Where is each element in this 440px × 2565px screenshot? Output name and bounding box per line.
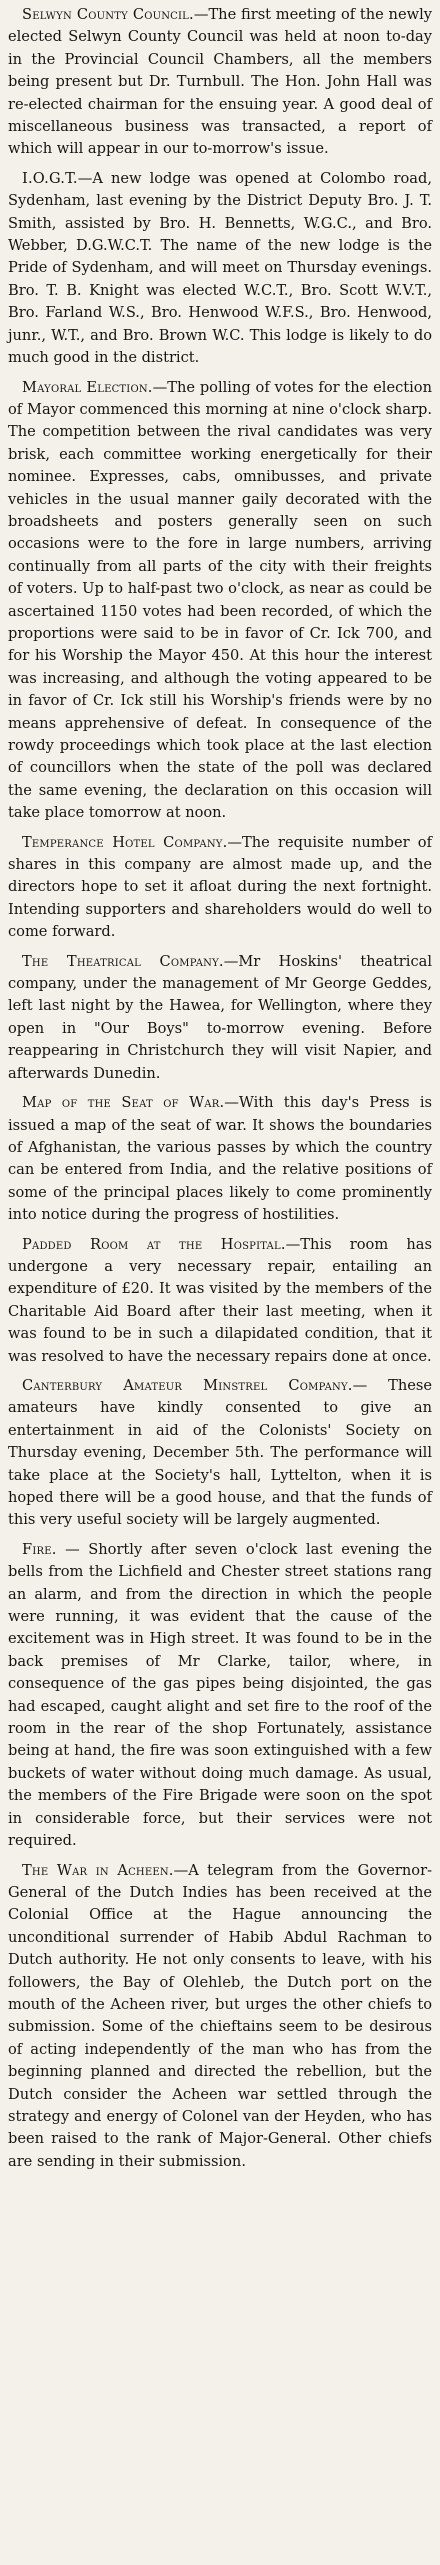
- article-title: Mayoral Election.: [22, 378, 153, 396]
- article-title: Canterbury Amateur Minstrel Company.: [22, 1376, 353, 1394]
- article-selwyn-county-council: [8, 4, 432, 161]
- article-fire: [8, 1539, 432, 1853]
- article-body: — These amateurs have kindly consented to give an entertainment in aid of the Colonists' Society on Thursday evening, December 5th. The performance will take place at the Society's hall, Lyttelton, when it is hoped there will be a good house, and that the funds of this very useful society will be largely augmented.: [8, 1376, 432, 1529]
- article-iogt: [8, 168, 432, 370]
- article-title: Fire.: [22, 1540, 57, 1558]
- article-body: —With this day's Press is issued a map of the seat of war. It shows the boundaries of Afghanistan, the various passes by which the country can be entered from India, and the relative positions of some of the principal places likely to come prominently into notice during the progress of hostilities.: [8, 1094, 432, 1224]
- article-title: The Theatrical Company.: [22, 952, 224, 970]
- article-body: —A telegram from the Governor-General of the Dutch Indies has been received at the Colonial Office at the Hague announcing the unconditional surrender of Habib Abdul Rachman to Dutch authority. He not only consents to leave, with his followers, the Bay of Olehleb, the Dutch port on the mouth of the Acheen river, but urges the other chiefs to submission. Some of the chieftains seem to be desirous of acting independently of the man who has from the beginning planned and directed the rebellion, but the Dutch consider the Acheen war settled through the strategy and energy of Colonel van der Heyden, who has been raised to the rank of Major-General. Other chiefs are sending in their submission.: [8, 1861, 432, 2170]
- article-padded-room: [8, 1234, 432, 1368]
- article-body: —A new lodge was opened at Colombo road, Sydenham, last evening by the District Deputy Bro. J. T. Smith, assisted by Bro. H. Bennetts, W.G.C., and Bro. Webber, D.G.W.C.T. The name of the new lodge is the Pride of Sydenham, and will meet on Thursday evenings. Bro. T. B. Knight was elected W.C.T., Bro. Scott W.V.T., Bro. Farland W.S., Bro. Henwood W.F.S., Bro. Henwood, junr., W.T., and Bro. Brown W.C. This lodge is likely to do much good in the district.: [8, 169, 432, 367]
- article-body: —Mr Hoskins' theatrical company, under the management of Mr George Geddes, left last night by the Hawea, for Wellington, where they open in "Our Boys" to-morrow evening. Before reappearing in Christchurch they will visit Napier, and afterwards Dunedin.: [8, 952, 432, 1082]
- article-map-seat-of-war: [8, 1092, 432, 1226]
- article-body: — Shortly after seven o'clock last evening the bells from the Lichfield and Chester street stations rang an alarm, and from the direction in which the people were running, it was evident that the cause of the excitement was in High street. It was found to be in the back premises of Mr Clarke, tailor, where, in consequence of the gas pipes being disjointed, the gas had escaped, caught alight and set fire to the roof of the room in the rear of the shop Fortunately, assistance being at hand, the fire was soon extinguished with a few buckets of water without doing much damage. As usual, the members of the Fire Brigade were soon on the spot in considerable force, but their services were not required.: [8, 1540, 432, 1850]
- article-war-in-acheen: [8, 1860, 432, 2174]
- article-theatrical-company: [8, 951, 432, 1085]
- article-body: —The requisite number of shares in this company are almost made up, and the directors hope to set it afloat during the next fortnight. Intending supporters and shareholders would do well to come forward.: [8, 833, 432, 941]
- article-temperance-hotel-company: [8, 832, 432, 944]
- article-title: I.O.G.T.: [22, 169, 78, 187]
- article-minstrel-company: [8, 1375, 432, 1532]
- article-body: —This room has undergone a very necessary repair, entailing an expenditure of £20. It was visited by the members of the Charitable Aid Board after their last meeting, when it was found to be in such a dilapidated condition, that it was resolved to have the necessary repairs done at once.: [8, 1235, 432, 1365]
- article-title: The War in Acheen.: [22, 1861, 174, 1879]
- article-title: Selwyn County Council.: [22, 6, 194, 23]
- article-body: —The polling of votes for the election of Mayor commenced this morning at nine o'clock sharp. The competition between the rival candidates was very brisk, each committee working energetically for their nominee. Expresses, cabs, omnibusses, and private vehicles in the usual manner gaily decorated with the broadsheets and posters generally seen on such occasions were to the fore in large numbers, arriving continually from all parts of the city with their freights of voters. Up to half-past two o'clock, as near as could be ascertained 1150 votes had been recorded, of which the proportions were said to be in favor of Cr. Ick 700, and for his Worship the Mayor 450. At this hour the interest was increasing, and although the voting appeared to be in favor of Cr. Ick still his Worship's friends were by no means apprehensive of defeat. In consequence of the rowdy proceedings which took place at the last election of councillors when the state of the poll was declared the same evening, the declaration on this occasion will take place tomorrow at noon.: [8, 378, 432, 822]
- article-title: Temperance Hotel Company.: [22, 833, 228, 851]
- article-mayoral-election: [8, 377, 432, 825]
- article-body: —The first meeting of the newly elected Selwyn County Council was held at noon to-day in the Provincial Council Chambers, all the members being present but Dr. Turnbull. The Hon. John Hall was re-elected chairman for the ensuing year. A good deal of miscellaneous business was transacted, a report of which will appear in our to-morrow's issue.: [8, 6, 432, 158]
- article-title: Map of the Seat of War.: [22, 1094, 225, 1112]
- article-title: Padded Room at the Hospital.: [22, 1235, 286, 1253]
